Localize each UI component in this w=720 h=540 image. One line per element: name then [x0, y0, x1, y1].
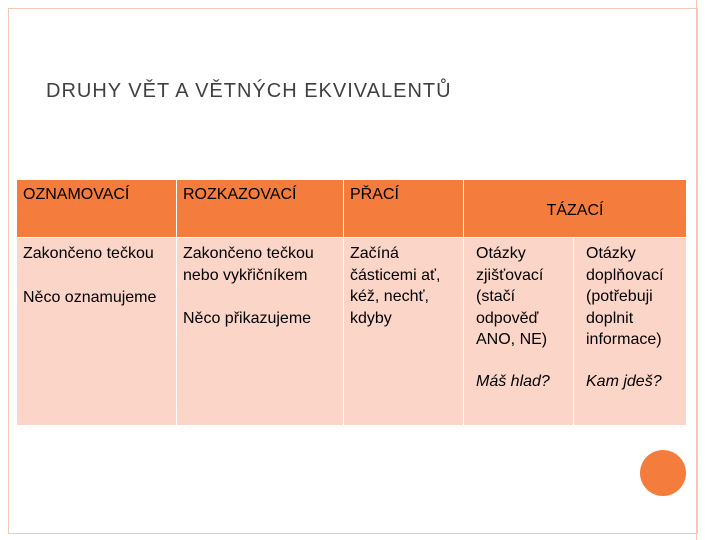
cell-praci-text: Začíná částicemi ať, kéž, nechť, kdyby — [350, 245, 441, 327]
header-oznamovaci: OZNAMOVACÍ — [17, 180, 177, 238]
cell-rozkazovaci-ending: Zakončeno tečkou nebo vykřičníkem — [183, 245, 314, 284]
header-tazaci: TÁZACÍ — [464, 180, 687, 238]
table-header-row — [17, 180, 687, 238]
cell-doplnovaci-example: Kam jdeš? — [586, 372, 662, 390]
cell-doplnovaci — [574, 238, 687, 426]
cell-zjistovaci-example: Máš hlad? — [476, 372, 550, 390]
header-rozkazovaci: ROZKAZOVACÍ — [177, 180, 344, 238]
header-praci: PŘACÍ — [344, 180, 464, 238]
cell-oznamovaci-purpose: Něco oznamujeme — [23, 288, 157, 306]
cell-doplnovaci-text: Otázky doplňovací (potřebuji doplnit informace) — [586, 245, 664, 348]
cell-zjistovaci — [464, 238, 574, 426]
cell-rozkazovaci — [177, 238, 344, 426]
cell-rozkazovaci-purpose: Něco přikazujeme — [183, 310, 312, 327]
cell-oznamovaci — [17, 238, 177, 426]
slide-frame-line — [696, 0, 697, 540]
cell-oznamovaci-ending: Zakončeno tečkou — [23, 245, 154, 262]
sentence-types-table — [16, 179, 687, 426]
cell-praci — [344, 238, 464, 426]
table-row — [17, 238, 687, 426]
cell-zjistovaci-text: Otázky zjišťovací (stačí odpověď ANO, NE) — [476, 245, 548, 348]
slide-title: DRUHY VĚT A VĚTNÝCH EKVIVALENTŮ — [46, 80, 452, 102]
decorative-circle — [640, 450, 686, 496]
